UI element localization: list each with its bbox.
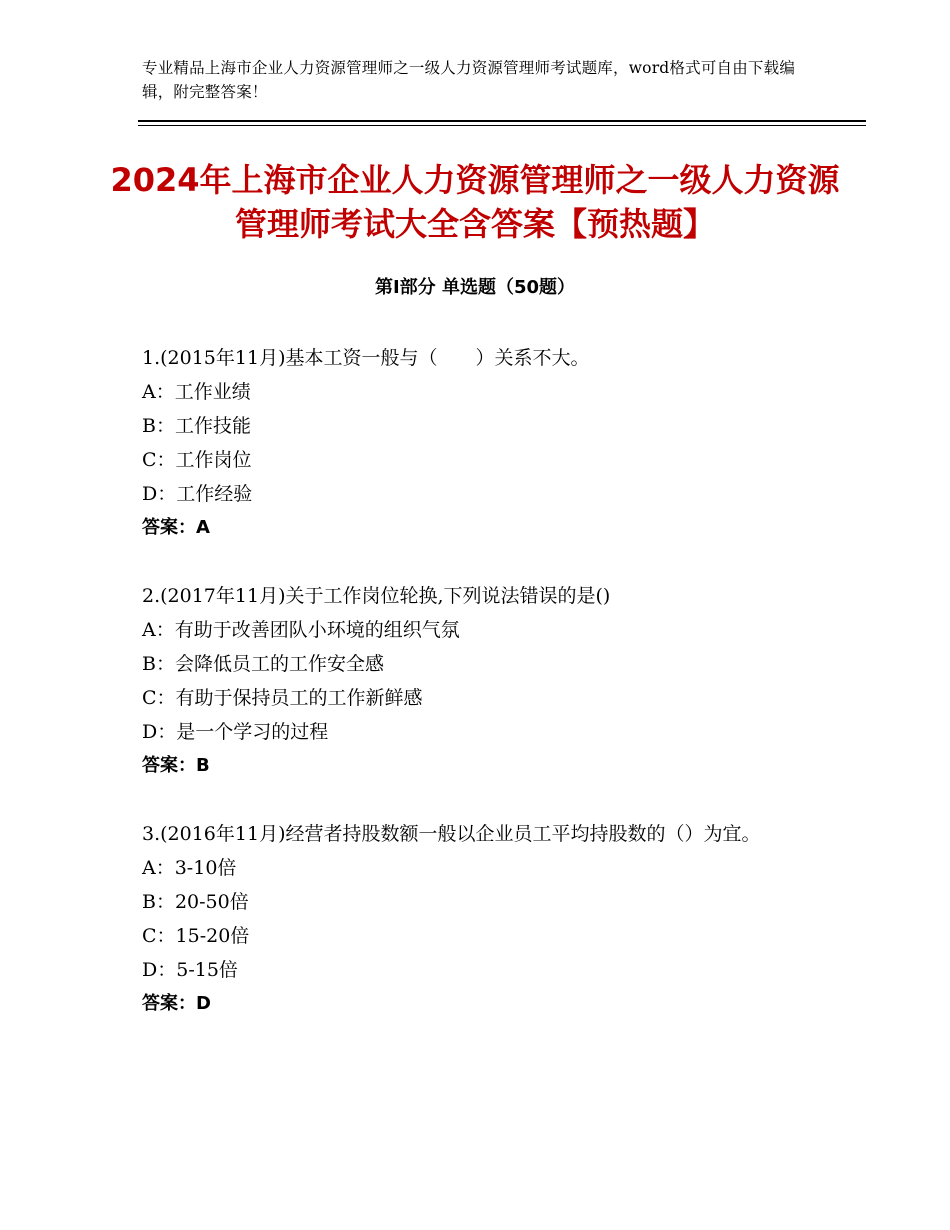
header-divider [138,120,866,126]
question-3 [142,817,822,1021]
answer: 答案：B [142,755,210,776]
question-list [142,341,822,1055]
option-a: A：3-10倍 [142,857,237,879]
question-stem: 3.(2016年11月)经营者持股数额一般以企业员工平均持股数的（）为宜。 [142,823,761,845]
option-c: C：15-20倍 [142,925,250,947]
question-stem: 2.(2017年11月)关于工作岗位轮换,下列说法错误的是() [142,585,611,607]
option-d: D：工作经验 [142,483,253,505]
question-stem: 1.(2015年11月)基本工资一般与（ ）关系不大。 [142,347,590,369]
option-d: D：是一个学习的过程 [142,721,329,743]
document-title: 2024年上海市企业人力资源管理师之一级人力资源管理师考试大全含答案【预热题】 [110,161,840,243]
option-a: A：工作业绩 [142,381,251,403]
option-d: D：5-15倍 [142,959,238,981]
section-title: 第Ⅰ部分 单选题（50题） [374,277,575,298]
option-c: C：工作岗位 [142,449,252,471]
option-a: A：有助于改善团队小环境的组织气氛 [142,619,460,641]
question-2 [142,579,822,783]
header-note: 专业精品上海市企业人力资源管理师之一级人力资源管理师考试题库，word格式可自由下载编辑，附完整答案！ [142,59,796,101]
answer: 答案：A [142,517,210,538]
option-b: B：20-50倍 [142,891,249,913]
answer: 答案：D [142,993,211,1014]
option-b: B：会降低员工的工作安全感 [142,653,384,675]
option-b: B：工作技能 [142,415,251,437]
option-c: C：有助于保持员工的工作新鲜感 [142,687,423,709]
question-1 [142,341,822,545]
